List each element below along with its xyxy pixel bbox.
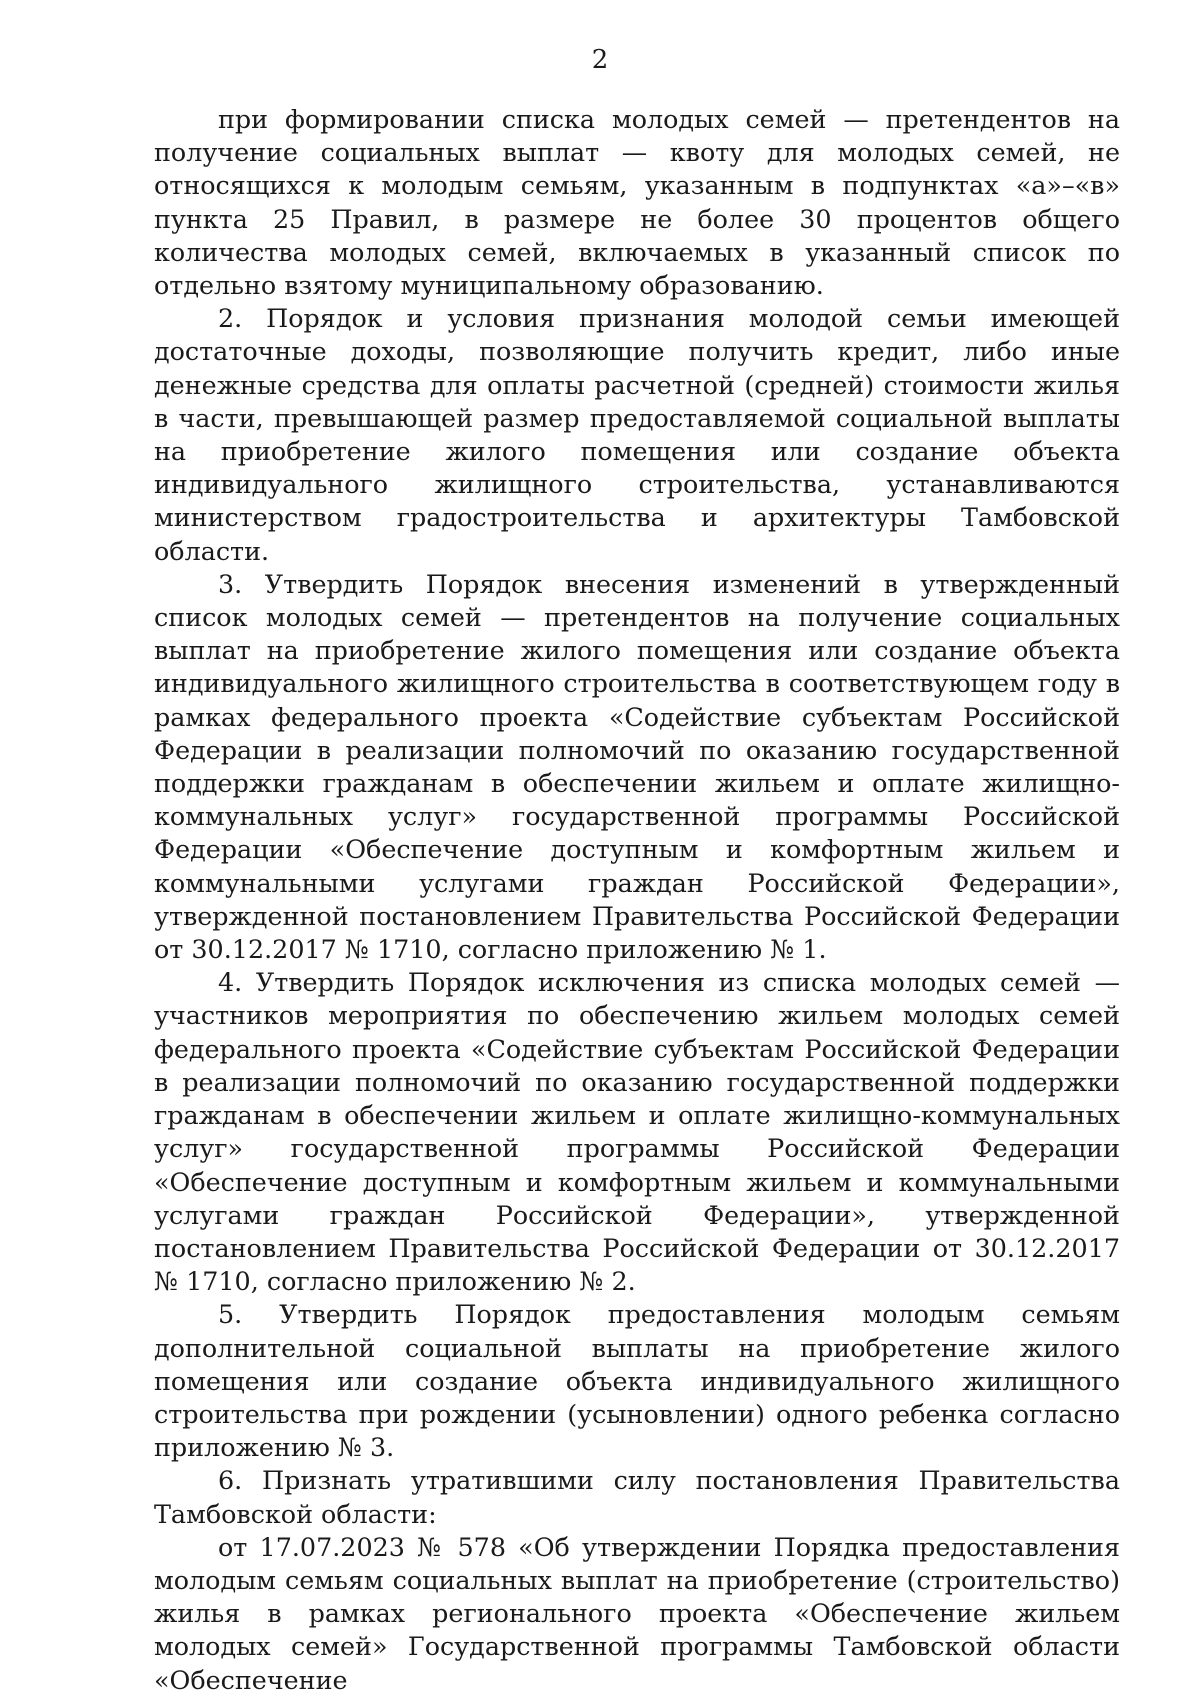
paragraph-5-additional-payment: 5. Утвердить Порядок предоставления молодым семьям дополнительной социальной выплаты на приобретение жилого помещения или создание объекта индивидуального жилищного строительства при рождении (усыновлении) одного ребенка согласно приложению № 3. [154,1299,1120,1463]
page-number: 2 [591,45,609,75]
paragraph-4-list-exclusion: 4. Утвердить Порядок исключения из списка молодых семей — участников мероприятия по обеспечению жильем молодых семей федерального проекта «Содействие субъектам Российской Федерации в реализации полномочий по оказанию государственной поддержки гражданам в обеспечении жильем и оплате жилищно-коммунальных услуг» государственной программы Российской Федерации «Обеспечение доступным и комфортным жильем и коммунальными услугами граждан Российской Федерации», утвержденной постановлением Правительства Российской Федерации от 30.12.2017 № 1710, согласно приложению № 2. [154,967,1120,1297]
paragraph-6-repeal: 6. Признать утратившими силу постановления Правительства Тамбовской области: [154,1465,1120,1529]
document-body [154,103,1120,1697]
paragraph-quota: при формировании списка молодых семей — претендентов на получение социальных выплат — квоту для молодых семей, не относящихся к молодым семьям, указанным в подпунктах «а»–«в» пункта 25 Правил, в размере не более 30 процентов общего количества молодых семей, включаемых в указанный список по отдельно взятому муниципальному образованию. [154,104,1120,301]
paragraph-repealed-resolution: от 17.07.2023 № 578 «Об утверждении Порядка предоставления молодым семьям социальных выплат на приобретение (строительство) жилья в рамках регионального проекта «Обеспечение жильем молодых семей» Государственной программы Тамбовской области «Обеспечение [154,1531,1120,1695]
paragraph-2-income-conditions: 2. Порядок и условия признания молодой семьи имеющей достаточные доходы, позволяющие получить кредит, либо иные денежные средства для оплаты расчетной (средней) стоимости жилья в части, превышающей размер предоставляемой социальной выплаты на приобретение жилого помещения или создание объекта индивидуального жилищного строительства, устанавливаются министерством градостроительства и архитектуры Тамбовской области. [154,303,1120,566]
paragraph-3-list-changes: 3. Утвердить Порядок внесения изменений в утвержденный список молодых семей — претендентов на получение социальных выплат на приобретение жилого помещения или создание объекта индивидуального жилищного строительства в соответствующем году в рамках федерального проекта «Содействие субъектам Российской Федерации в реализации полномочий по оказанию государственной поддержки гражданам в обеспечении жильем и оплате жилищно-коммунальных услуг» государственной программы Российской Федерации «Обеспечение доступным и комфортным жильем и коммунальными услугами граждан Российской Федерации», утвержденной постановлением Правительства Российской Федерации от 30.12.2017 № 1710, согласно приложению № 1. [154,568,1120,965]
